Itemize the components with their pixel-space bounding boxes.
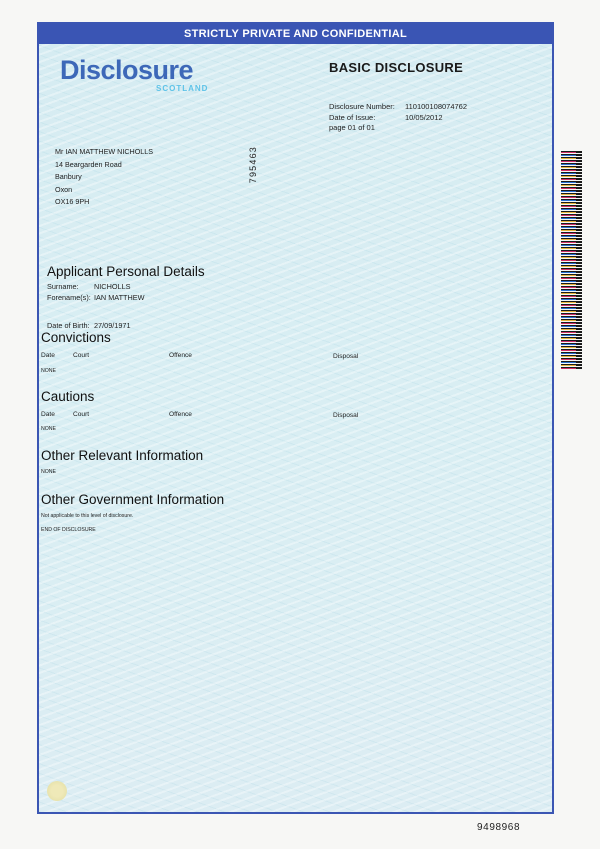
logo-subtext: SCOTLAND (156, 84, 209, 93)
convictions-col-disposal: Disposal (333, 353, 359, 360)
embossed-seal (47, 781, 67, 801)
dob-value: 27/09/1971 (94, 321, 131, 330)
other-government-heading: Other Government Information (41, 492, 225, 507)
barcode (561, 151, 582, 369)
convictions-col-offence: Offence (169, 352, 192, 359)
recipient-address (55, 146, 153, 209)
cautions-heading: Cautions (41, 389, 95, 404)
disclosure-certificate (37, 22, 554, 814)
serial-number: 795463 (248, 146, 258, 184)
disclosure-number-label: Disclosure Number: (329, 102, 395, 111)
cautions-col-date: Date (41, 411, 55, 418)
page-number: page 01 of 01 (329, 123, 375, 132)
convictions-value: NONE (41, 368, 56, 374)
disclosure-scotland-logo (60, 55, 209, 93)
cautions-col-offence: Offence (169, 411, 192, 418)
disclosure-meta (329, 102, 467, 134)
date-of-issue-label: Date of Issue: (329, 112, 376, 122)
other-government-value: Not applicable to this level of disclosure. (41, 513, 134, 519)
dob-label: Date of Birth: (47, 321, 90, 330)
other-relevant-heading: Other Relevant Information (41, 448, 204, 463)
document-control-number: 9498968 (477, 822, 521, 833)
address-line: 14 Beargarden Road (55, 159, 122, 169)
forename-label: Forename(s): (47, 293, 91, 302)
forename-value: IAN MATTHEW (94, 293, 145, 302)
document-title: BASIC DISCLOSURE (329, 60, 464, 75)
surname-label: Surname: (47, 282, 79, 291)
surname-value: NICHOLLS (94, 282, 131, 291)
convictions-col-court: Court (73, 352, 90, 359)
personal-details (47, 281, 145, 331)
cautions-col-court: Court (73, 411, 90, 418)
disclosure-number: 110100108074762 (405, 102, 468, 111)
address-line: Banbury (55, 172, 82, 182)
confidential-banner: STRICTLY PRIVATE AND CONFIDENTIAL (39, 24, 552, 44)
address-line: Oxon (55, 184, 73, 194)
other-relevant-value: NONE (41, 469, 56, 475)
cautions-value: NONE (41, 426, 56, 432)
cautions-col-disposal: Disposal (333, 412, 359, 419)
date-of-issue: 10/05/2012 (405, 112, 443, 122)
personal-details-heading: Applicant Personal Details (47, 264, 205, 279)
convictions-heading: Convictions (41, 330, 111, 345)
end-of-disclosure: END OF DISCLOSURE (41, 527, 96, 533)
logo-text: Disclosure (60, 55, 194, 85)
address-line: OX16 9PH (55, 197, 90, 207)
convictions-col-date: Date (41, 352, 55, 359)
address-line: Mr IAN MATTHEW NICHOLLS (55, 147, 154, 156)
